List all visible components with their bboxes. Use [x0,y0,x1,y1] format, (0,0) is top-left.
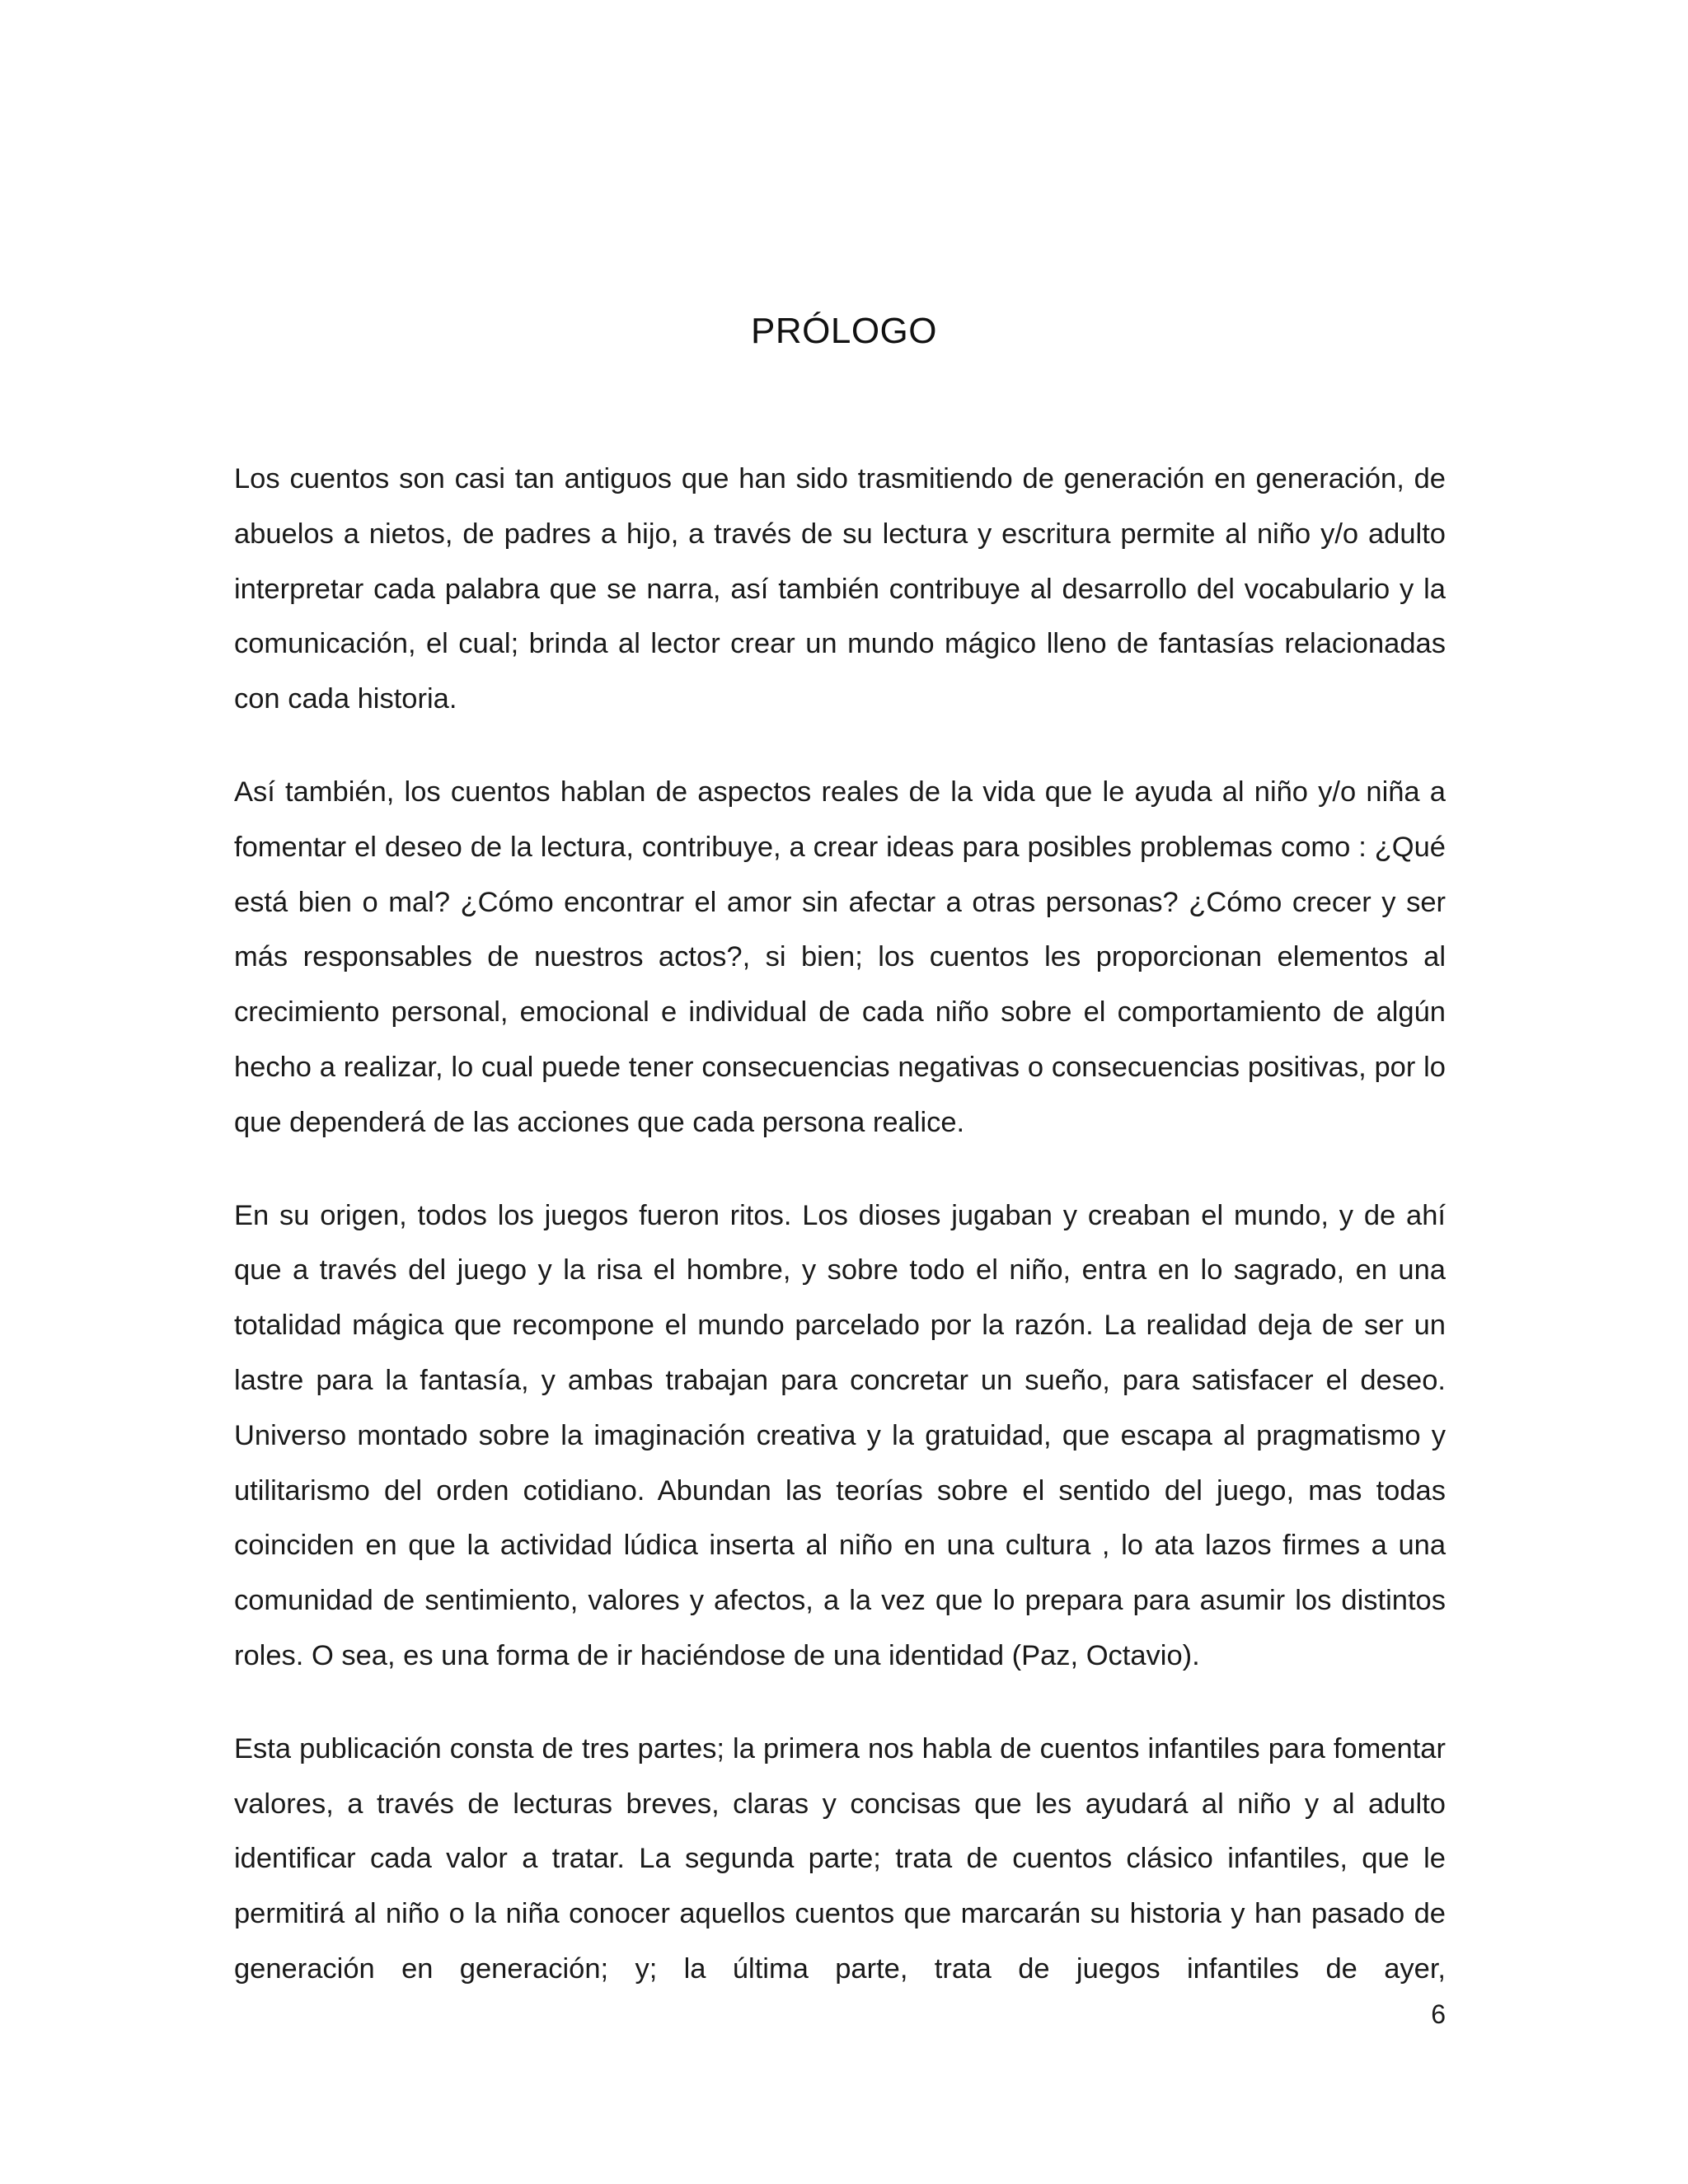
paragraph-3: En su origen, todos los juegos fueron ritos. Los dioses jugaban y creaban el mundo, y de ahí que a través del juego y la risa el hombre, y sobre todo el niño, entra en lo sagrado, en una totalidad mágica que recompone el mundo parcelado por la razón. La realidad deja de ser un lastre para la fantasía, y ambas trabajan para concretar un sueño, para satisfacer el deseo. Universo montado sobre la imaginación creativa y la gratuidad, que escapa al pragmatismo y utilitarismo del orden cotidiano. Abundan las teorías sobre el sentido del juego, mas todas coinciden en que la actividad lúdica inserta al niño en una cultura , lo ata lazos firmes a una comunidad de sentimiento, valores y afectos, a la vez que lo prepara para asumir los distintos roles. O sea, es una forma de ir haciéndose de una identidad (Paz, Octavio). [234,1199,1446,1671]
page-title: PRÓLOGO [751,311,937,351]
body-text [234,452,1446,1997]
page-number: 6 [1431,1999,1446,2029]
paragraph-4: Esta publicación consta de tres partes; la primera nos habla de cuentos infantiles para fomentar valores, a través de lecturas breves, claras y concisas que les ayudará al niño y al adulto identificar cada valor a tratar. La segunda parte; trata de cuentos clásico infantiles, que le permitirá al niño o la niña conocer aquellos cuentos que marcarán su historia y han pasado de generación en generación; y; la última parte, trata de juegos infantiles de ayer, [234,1732,1446,1985]
paragraph-2: Así también, los cuentos hablan de aspectos reales de la vida que le ayuda al niño y/o niña a fomentar el deseo de la lectura, contribuye, a crear ideas para posibles problemas como : ¿Qué está bien o mal? ¿Cómo encontrar el amor sin afectar a otras personas? ¿Cómo crecer y ser más responsables de nuestros actos?, si bien; los cuentos les proporcionan elementos al crecimiento personal, emocional e individual de cada niño sobre el comportamiento de algún hecho a realizar, lo cual puede tener consecuencias negativas o consecuencias positivas, por lo que dependerá de las acciones que cada persona realice. [234,776,1446,1138]
paragraph-1: Los cuentos son casi tan antiguos que han sido trasmitiendo de generación en generación, de abuelos a nietos, de padres a hijo, a través de su lectura y escritura permite al niño y/o adulto interpretar cada palabra que se narra, así también contribuye al desarrollo del vocabulario y la comunicación, el cual; brinda al lector crear un mundo mágico lleno de fantasías relacionadas con cada historia. [234,463,1446,715]
